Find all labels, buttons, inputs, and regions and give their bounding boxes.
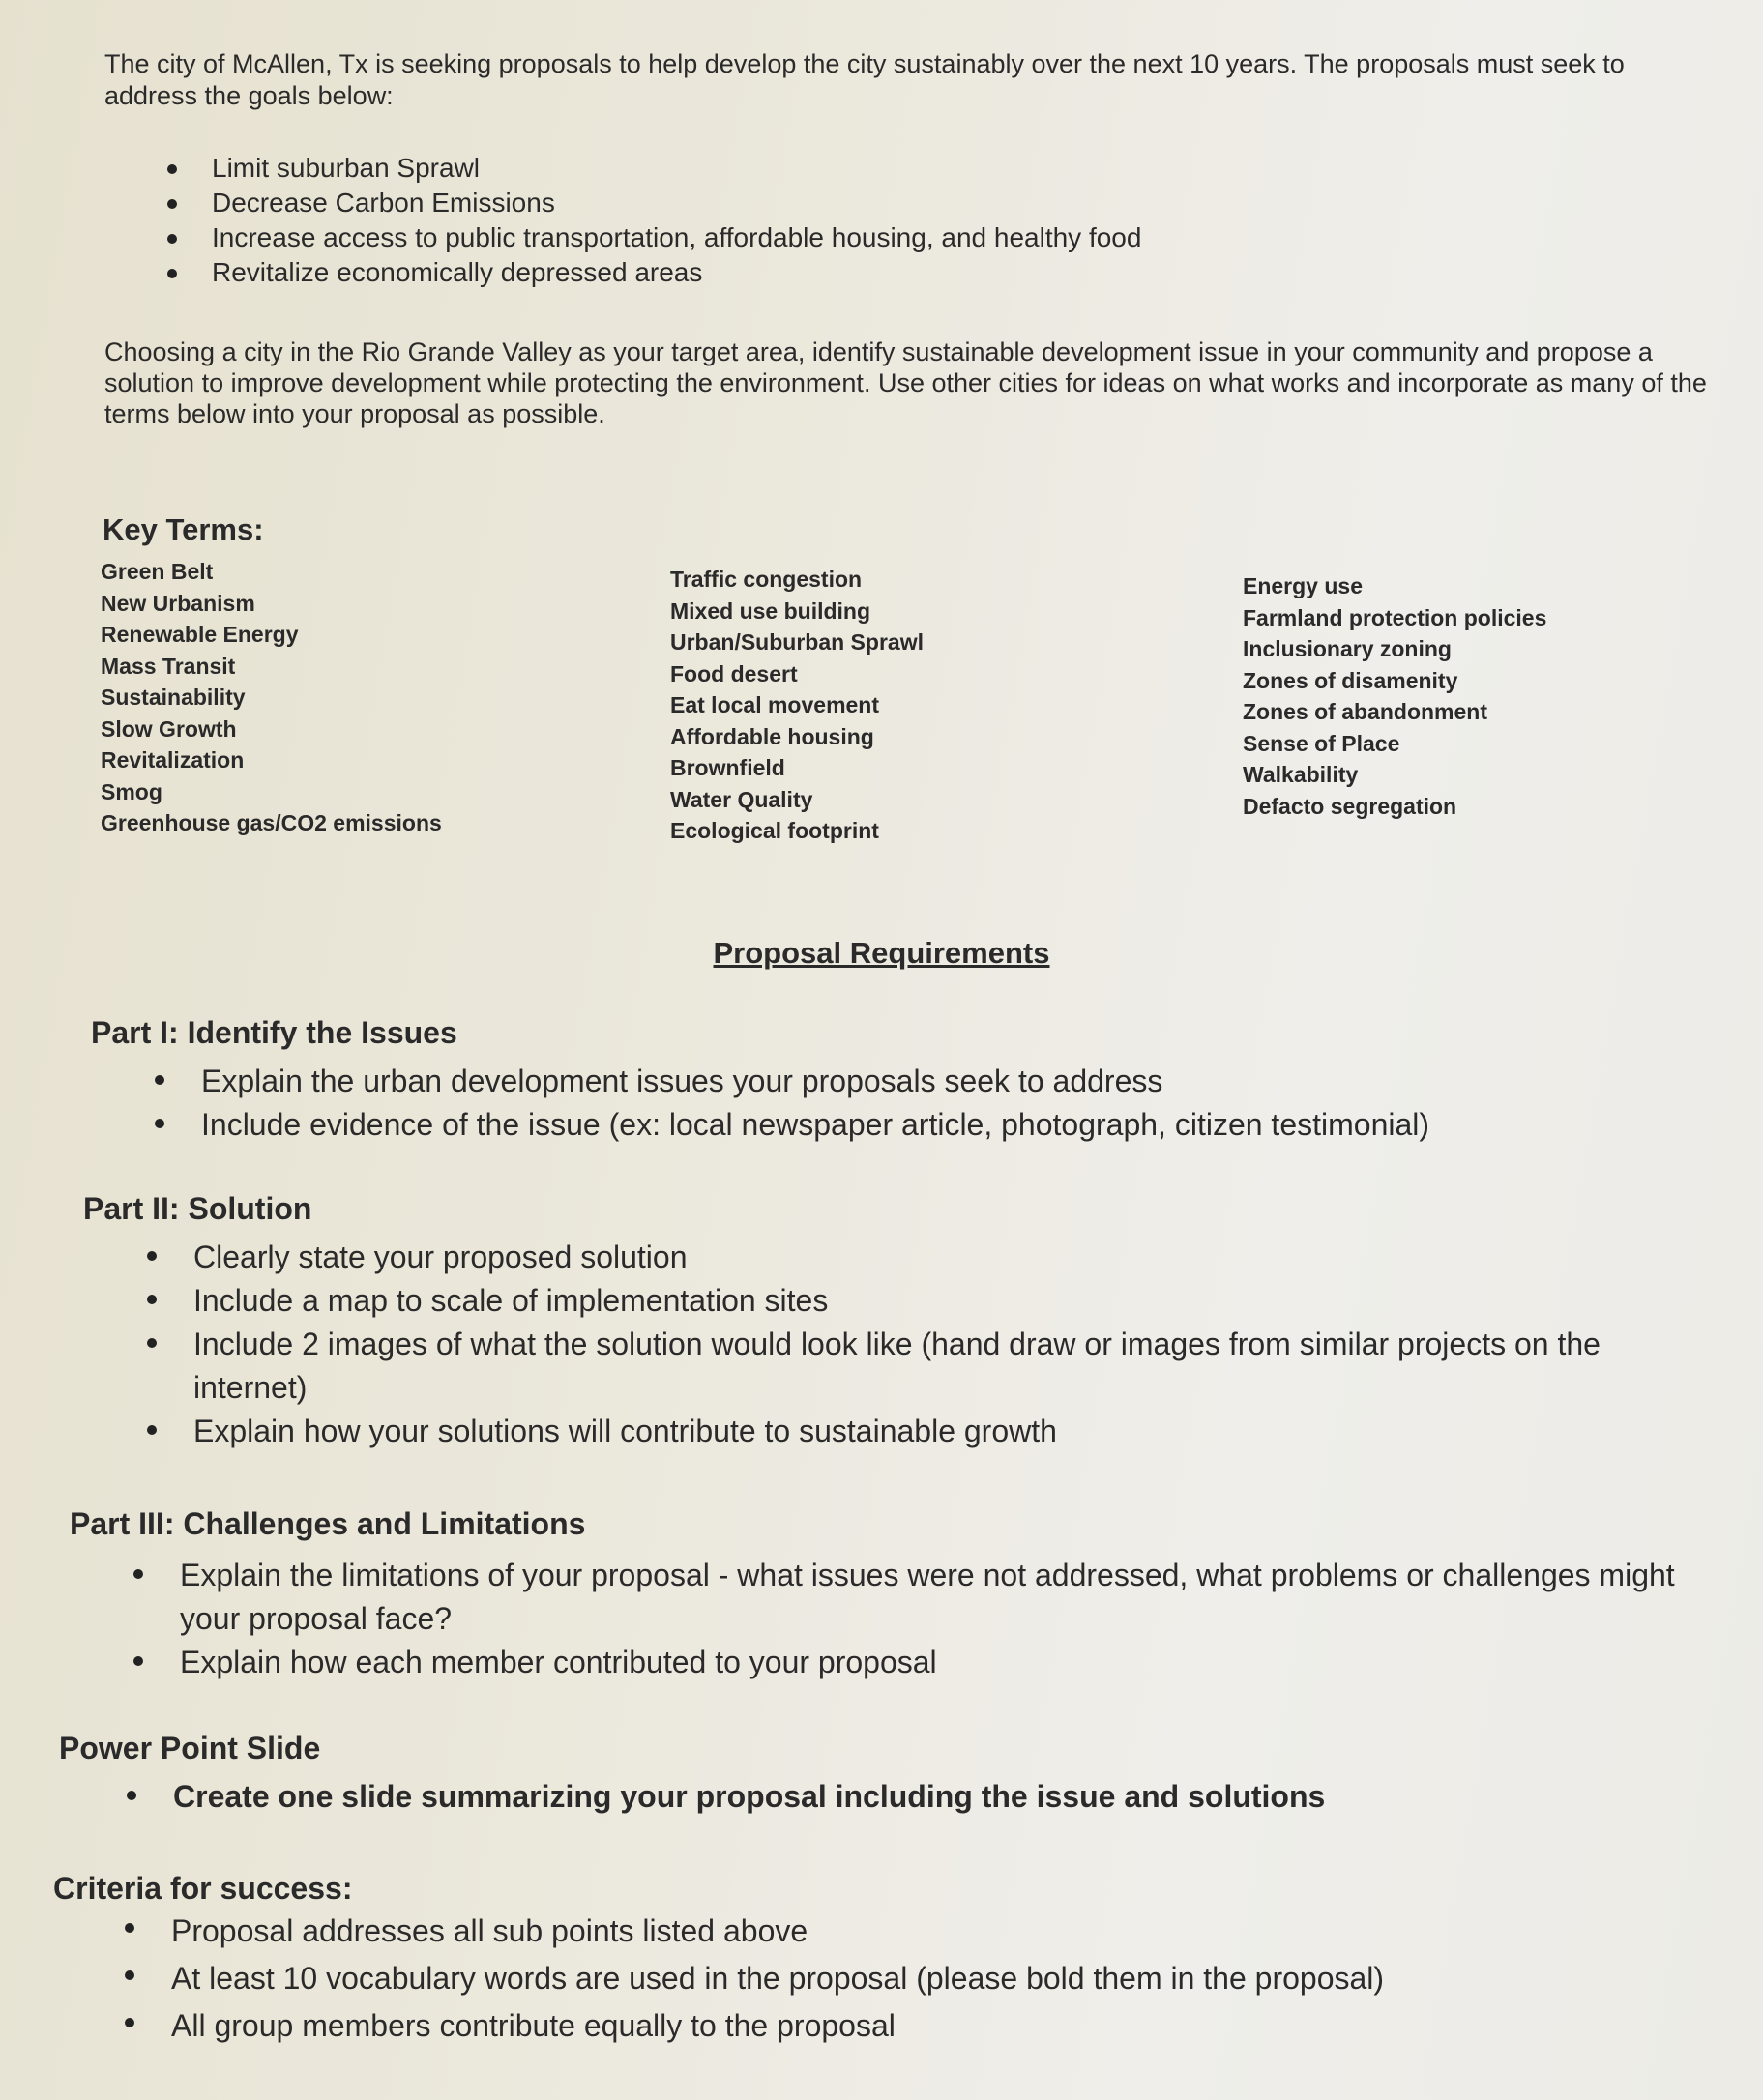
key-term: Eat local movement [670,692,880,717]
goals-list [212,151,1141,290]
list-item: Include a map to scale of implementation sites [193,1279,1702,1323]
list-item: All group members contribute equally to the proposal [171,2002,1719,2050]
key-term: New Urbanism [101,590,255,616]
part3-heading: Part III: Challenges and Limitations [70,1506,586,1541]
key-term: Brownfield [670,755,785,780]
key-term: Mixed use building [670,598,871,624]
key-term: Farmland protection policies [1243,604,1547,630]
key-terms-column-3 [1243,570,1546,822]
key-term: Zones of abandonment [1243,699,1487,724]
part1-heading: Part I: Identify the Issues [91,1015,457,1050]
key-term: Sense of Place [1243,730,1400,756]
key-terms-column-2 [670,564,924,847]
goal-item: Increase access to public transportation, affordable housing, and healthy food [212,220,1141,255]
goal-item: Revitalize economically depressed areas [212,255,1141,290]
list-item: Explain how each member contributed to your proposal [180,1641,1689,1684]
criteria-list [171,1908,1719,2050]
goal-item: Limit suburban Sprawl [212,151,1141,186]
key-term: Slow Growth [101,715,237,742]
key-term: Inclusionary zoning [1243,636,1452,661]
instructions-paragraph: Choosing a city in the Rio Grande Valley as your target area, identify sustainable development issue in your community and propose a solution to improve development while protecting the environment. Use other cities for ideas on what works and incorporate as many of the terms below into your proposal as possible. [104,337,1707,428]
list-item: Proposal addresses all sub points listed above [171,1908,1719,1955]
key-term: Affordable housing [670,723,874,749]
list-item: Create one slide summarizing your proposal including the issue and solutions [173,1775,1682,1819]
ppt-heading: Power Point Slide [59,1731,321,1765]
key-terms-heading: Key Terms: [103,512,264,546]
key-term: Traffic congestion [670,567,863,592]
goal-item: Decrease Carbon Emissions [212,186,1141,220]
list-item: Include 2 images of what the solution would look like (hand draw or images from similar projects on the internet) [193,1323,1702,1410]
part1-list [201,1060,1710,1147]
key-term: Smog [101,778,162,804]
key-term: Renewable Energy [101,622,299,647]
key-term: Urban/Suburban Sprawl [670,629,924,655]
key-term: Energy use [1243,573,1363,598]
part3-list [180,1554,1689,1684]
list-item: Explain the limitations of your proposal - what issues were not addressed, what problems or challenges might your proposal face? [180,1554,1689,1641]
part2-heading: Part II: Solution [83,1191,312,1226]
ppt-list [173,1775,1682,1819]
intro-paragraph: The city of McAllen, Tx is seeking proposals to help develop the city sustainably over the next 10 years. The proposals must seek to address the goals below: [104,49,1625,110]
key-term: Mass Transit [101,653,236,679]
key-term: Zones of disamenity [1243,667,1458,693]
list-item: At least 10 vocabulary words are used in the proposal (please bold them in the proposal) [171,1955,1719,2002]
key-term: Water Quality [670,786,813,812]
list-item: Clearly state your proposed solution [193,1236,1702,1279]
criteria-heading: Criteria for success: [53,1871,353,1906]
key-term: Revitalization [101,747,245,773]
key-term: Ecological footprint [670,818,879,843]
list-item: Explain how your solutions will contribute to sustainable growth [193,1410,1702,1453]
list-item: Include evidence of the issue (ex: local newspaper article, photograph, citizen testimonial) [201,1103,1710,1147]
key-term: Green Belt [101,559,214,584]
key-term: Defacto segregation [1243,793,1457,819]
proposal-requirements-heading [0,936,1763,971]
key-term: Walkability [1243,762,1359,787]
list-item: Explain the urban development issues your proposals seek to address [201,1060,1710,1103]
key-term: Greenhouse gas/CO2 emissions [101,810,442,835]
key-term: Food desert [670,660,798,686]
key-term: Sustainability [101,685,246,710]
part2-list [193,1236,1702,1453]
key-terms-column-1 [101,556,442,839]
proposal-requirements-title: Proposal Requirements [713,936,1050,970]
